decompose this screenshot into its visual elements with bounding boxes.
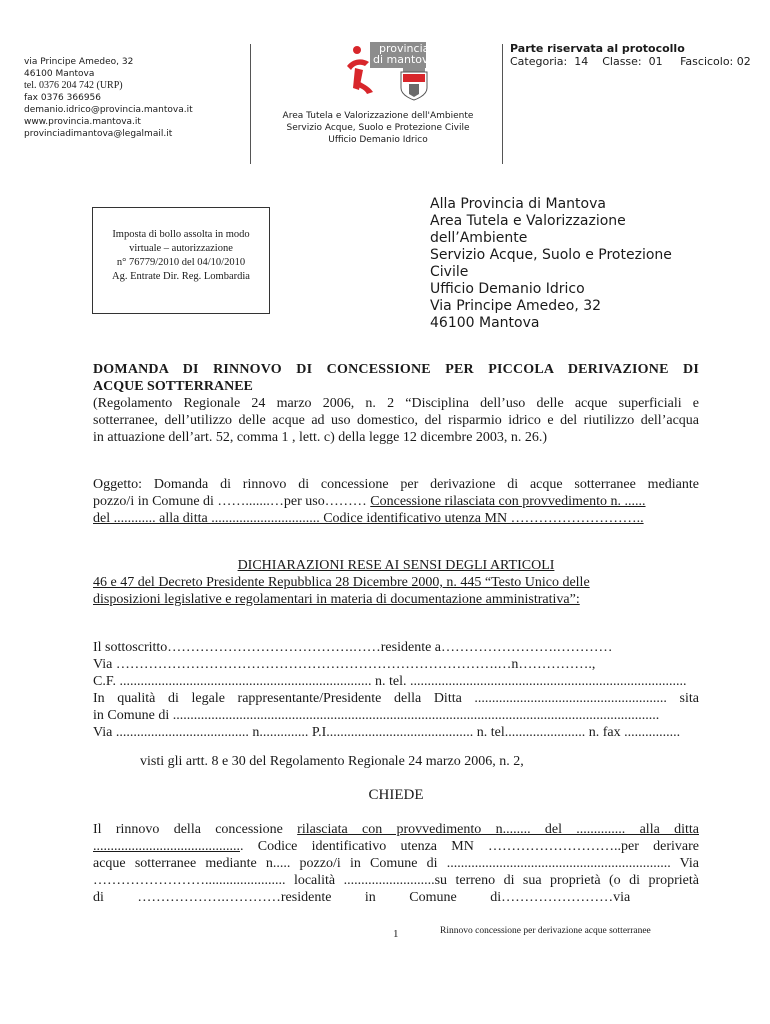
header-divider-left — [250, 44, 251, 164]
recipient-line: dell’Ambiente — [430, 230, 528, 246]
recipient-line: Servizio Acque, Suolo e Protezione — [430, 247, 672, 263]
document-title-cont: ACQUE SOTTERRANEE — [93, 379, 253, 394]
contact-tel: tel. 0376 204 742 (URP) — [24, 80, 123, 91]
request-text: di ……………….…………residente in Comune di……………………via — [93, 890, 631, 905]
stamp-line: virtuale – autorizzazione — [129, 243, 233, 254]
regulation-ref: sotterranee, dell’utilizzo delle acque ad uso domestico, del risparmio idrico e del riutilizzo dell’acqua — [93, 413, 699, 428]
recipient-line: 46100 Mantova — [430, 315, 540, 331]
form-line-tax-code: C.F. ........................................................................ n. tel. ............................................................................... — [93, 674, 687, 689]
recipient-line: Civile — [430, 264, 469, 280]
visti-line: visti gli artt. 8 e 30 del Regolamento Regionale 24 marzo 2006, n. 2, — [140, 754, 524, 769]
logo-text-line1: provincia — [379, 42, 430, 55]
office-unit: Ufficio Demanio Idrico — [328, 135, 428, 145]
protocol-box — [510, 42, 751, 68]
header-divider-right — [502, 44, 503, 164]
contact-pec: provinciadimantova@legalmail.it — [24, 129, 173, 139]
province-logo — [343, 40, 443, 102]
office-service: Servizio Acque, Suolo e Protezione Civile — [286, 123, 470, 133]
subject-line — [93, 493, 699, 510]
request-line — [93, 838, 699, 855]
request-line — [93, 889, 699, 906]
document-title: DOMANDA DI RINNOVO DI CONCESSIONE PER PICCOLA DERIVAZIONE DI — [93, 362, 699, 377]
contact-email: demanio.idrico@provincia.mantova.it — [24, 105, 193, 115]
subject-text-underlined: Concessione rilasciata con provvedimento n. ...... — [370, 494, 646, 509]
form-line-role: In qualità di legale rappresentante/Presidente della Ditta ....................................................... sita — [93, 691, 699, 706]
stamp-line: n° 76779/2010 del 04/10/2010 — [116, 257, 246, 268]
recipient-line: Via Principe Amedeo, 32 — [430, 298, 602, 314]
logo-text-line2: di mantova — [373, 53, 436, 66]
form-line-street: Via ……………………………………………………………………….…n……………., — [93, 657, 596, 672]
declarations-ref: disposizioni legislative e regolamentari in materia di documentazione amministrativa”: — [93, 592, 580, 607]
office-area: Area Tutela e Valorizzazione dell'Ambiente — [282, 111, 474, 121]
recipient-line: Alla Provincia di Mantova — [430, 196, 606, 212]
request-text: . Codice identificativo utenza MN ………………………..per derivare — [240, 839, 699, 854]
recipient-line: Area Tutela e Valorizzazione — [430, 213, 626, 229]
recipient-line: Ufficio Demanio Idrico — [430, 281, 585, 297]
request-line — [93, 821, 699, 838]
request-company-field: .......................................... — [93, 839, 240, 854]
subject-line: del ............ alla ditta ............................... Codice identificativo utenza MN ……………………….. — [93, 511, 644, 526]
stamp-line: Imposta di bollo assolta in modo — [112, 229, 250, 240]
footer-text: Rinnovo concessione per derivazione acque sotterranee — [440, 926, 651, 936]
declarations-ref: 46 e 47 del Decreto Presidente Repubblica 28 Dicembre 2000, n. 445 “Testo Unico delle — [93, 575, 590, 590]
stamp-duty-box — [92, 207, 270, 314]
chiede-heading: CHIEDE — [368, 787, 424, 803]
subject-line: Oggetto: Domanda di rinnovo di concessione per derivazione di acque sotterranee mediante — [93, 477, 699, 492]
protocol-classification: Categoria: 14 Classe: 01 Fascicolo: 02 — [510, 55, 751, 68]
request-line: ……………………....................... località ..........................su terreno di sua proprietà (o di proprietà — [93, 873, 699, 888]
contact-address: via Principe Amedeo, 32 — [24, 57, 134, 67]
form-line-contacts: Via ...................................... n.............. P.I.......................................... n. tel....................... n. fax ................ — [93, 725, 681, 740]
request-text: Il rinnovo della concessione — [93, 822, 298, 837]
subject-text: pozzo/i in Comune di …….......…per uso……… — [93, 494, 371, 509]
regulation-ref: (Regolamento Regionale 24 marzo 2006, n. 2 “Disciplina dell’uso delle acque superficiali e — [93, 396, 699, 411]
request-text-underlined: rilasciata con provvedimento n........ del .............. alla ditta — [297, 822, 699, 837]
protocol-title: Parte riservata al protocollo — [510, 42, 685, 55]
regulation-ref: in attuazione dell’art. 52, comma 1 , lett. c) della legge 12 dicembre 2003, n. 26.) — [93, 430, 548, 445]
recipient-address — [430, 196, 672, 332]
contact-website: www.provincia.mantova.it — [24, 117, 141, 127]
page-number: 1 — [393, 928, 399, 940]
form-line-undersigned: Il sottoscritto………………………………….……residente a…………………….………… — [93, 640, 613, 655]
contact-city: 46100 Mantova — [24, 69, 95, 79]
request-line: acque sotterranee mediante n..... pozzo/i in Comune di ................................................................ Via — [93, 856, 699, 871]
contact-info — [24, 56, 193, 140]
office-info — [262, 110, 494, 146]
declarations-heading: DICHIARAZIONI RESE AI SENSI DEGLI ARTICOLI — [237, 558, 555, 573]
form-line-municipality: in Comune di ........................................................................................................................................... — [93, 708, 660, 723]
stamp-line: Ag. Entrate Dir. Reg. Lombardia — [112, 271, 250, 282]
contact-fax: fax 0376 366956 — [24, 93, 101, 103]
